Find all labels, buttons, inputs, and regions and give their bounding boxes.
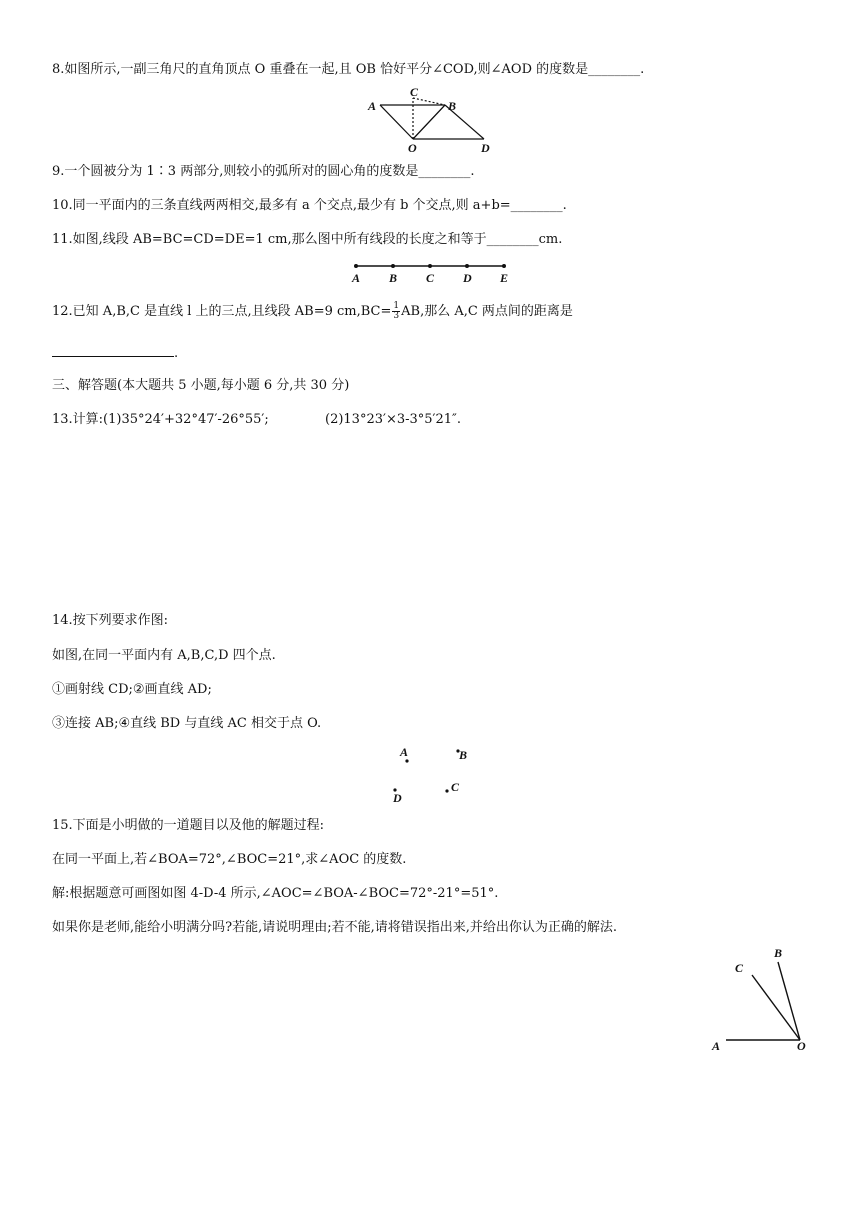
question-12-text-after: AB,那么 A,C 两点间的距离是: [401, 304, 573, 319]
question-15-line3: 如果你是老师,能给小明满分吗?若能,请说明理由;若不能,请将错误指出来,并给出你认为正确的解法.: [52, 920, 618, 935]
segment-label-a: A: [352, 271, 361, 285]
answer-blank: [52, 342, 174, 357]
question-12: [52, 302, 573, 321]
point-label-c: C: [451, 780, 460, 794]
angle-figure: [706, 942, 816, 1058]
question-12-text: 12.已知 A,B,C 是直线 l 上的三点,且线段 AB=9 cm,BC=: [52, 304, 392, 319]
triangle-rulers-figure: [360, 84, 510, 156]
question-11: 11.如图,线段 AB=BC=CD=DE=1 cm,那么图中所有线段的长度之和等于________cm.: [52, 232, 563, 247]
question-10: 10.同一平面内的三条直线两两相交,最多有 a 个交点,最少有 b 个交点,则 a+b=________.: [52, 198, 567, 213]
segment-label-c: C: [426, 271, 435, 285]
fraction-denominator: 3: [393, 311, 400, 321]
angle-label-a: A: [712, 1039, 721, 1053]
point-label-a: A: [400, 745, 409, 759]
question-14-line2: ①画射线 CD;②画直线 AD;: [52, 682, 212, 697]
figure-label-d: D: [481, 141, 490, 155]
question-9: 9.一个圆被分为 1∶3 两部分,则较小的弧所对的圆心角的度数是________.: [52, 164, 475, 179]
angle-label-b: B: [774, 946, 783, 960]
fraction-one-third: [392, 302, 400, 321]
question-15-line2: 解:根据题意可画图如图 4-D-4 所示,∠AOC=∠BOA-∠BOC=72°-21°=51°.: [52, 886, 499, 901]
segment-label-d: D: [463, 271, 472, 285]
segment-figure: [348, 258, 518, 288]
figure-label-o: O: [408, 141, 417, 155]
question-15-title: 15.下面是小明做的一道题目以及他的解题过程:: [52, 818, 325, 833]
angle-label-c: C: [735, 961, 744, 975]
question-13-part1: 13.计算:(1)35°24′+32°47′-26°55′;: [52, 412, 269, 427]
fraction-numerator: 1: [393, 301, 400, 311]
four-points-figure: [382, 740, 482, 808]
answer-blank-line: [52, 342, 178, 363]
question-14-title: 14.按下列要求作图:: [52, 613, 169, 628]
figure-label-a: A: [368, 99, 377, 113]
figure-label-b: B: [448, 99, 457, 113]
segment-label-e: E: [500, 271, 509, 285]
question-15-line1: 在同一平面上,若∠BOA=72°,∠BOC=21°,求∠AOC 的度数.: [52, 852, 407, 867]
question-8: 8.如图所示,一副三角尺的直角顶点 O 重叠在一起,且 OB 恰好平分∠COD,则∠AOD 的度数是________.: [52, 62, 645, 77]
angle-label-o: O: [797, 1039, 806, 1053]
question-14-line3: ③连接 AB;④直线 BD 与直线 AC 相交于点 O.: [52, 716, 322, 731]
question-14-line1: 如图,在同一平面内有 A,B,C,D 四个点.: [52, 648, 276, 663]
point-label-d: D: [393, 791, 402, 805]
segment-label-b: B: [389, 271, 398, 285]
question-13-part2: (2)13°23′×3-3°5′21″.: [325, 412, 462, 427]
section-heading: 三、解答题(本大题共 5 小题,每小题 6 分,共 30 分): [52, 378, 350, 393]
point-label-b: B: [459, 748, 468, 762]
answer-blank-period: .: [174, 346, 179, 361]
figure-label-c: C: [410, 85, 419, 99]
